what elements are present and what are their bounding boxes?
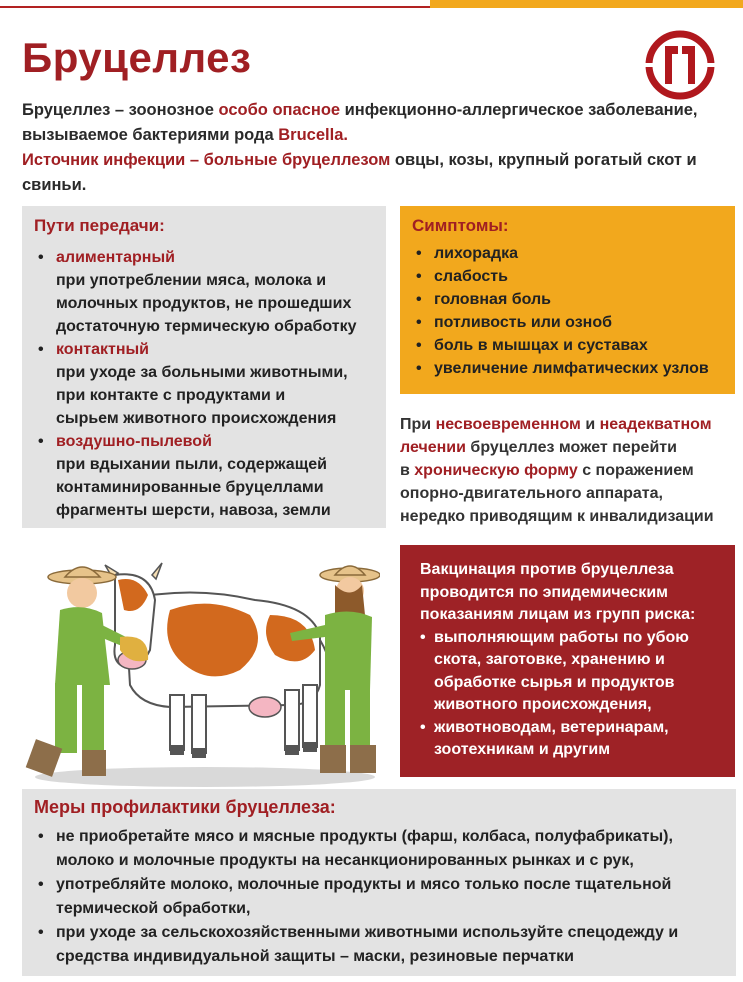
vaccination-box: Вакцинация против бруцеллеза проводится по эпидемическим показаниям лицам из групп риска: • выполняющим работы по убою скота, заготовке, хранению и обработке сырья и продуктов животного происхождения, • животноводам, ветеринарам, зоотехникам и другим bbox=[400, 545, 735, 777]
symptom-item: • слабость bbox=[416, 268, 508, 285]
intro-text: Бруцеллез – зоонозное особо опасное инфекционно-аллергическое заболевание, вызываемое бактериями рода Brucella. Источник инфекции – больные бруцеллезом овцы, козы, крупный рогатый скот и свиньи. bbox=[22, 101, 698, 194]
prevention-item: • употребляйте молоко, молочные продукты и мясо только после тщательной термической обработки, bbox=[38, 876, 672, 917]
vaccination-item: • животноводам, ветеринарам, зоотехникам и другим bbox=[420, 718, 669, 758]
rospotrebnadzor-logo-icon bbox=[645, 30, 715, 100]
symptoms-box bbox=[400, 206, 735, 394]
chronic-form-text: При несвоевременном и неадекватном лечении бруцеллез может перейти в хроническую форму с поражением опорно-двигательного аппарата, нередко приводящим к инвалидизации bbox=[400, 416, 714, 525]
prevention-box bbox=[22, 789, 736, 976]
vaccination-item: • выполняющим работы по убою скота, заготовке, хранению и обработке сырья и продуктов животного происхождения, bbox=[420, 628, 689, 713]
transmission-box bbox=[22, 206, 386, 528]
transmission-item: • контактный при уходе за больными животными, при контакте с продуктами и сырьем животного происхождения bbox=[38, 341, 348, 427]
top-accent-bar bbox=[430, 0, 743, 8]
prevention-item: • при уходе за сельскохозяйственными животными используйте спецодежду и средства индивидуальной защиты – маски, резиновые перчатки bbox=[38, 924, 679, 965]
symptom-item: • потливость или озноб bbox=[416, 314, 612, 331]
transmission-heading: Пути передачи: bbox=[34, 216, 165, 235]
prevention-heading: Меры профилактики бруцеллеза: bbox=[34, 797, 336, 817]
farmers-with-cow-illustration bbox=[20, 555, 380, 790]
page-title: Бруцеллез bbox=[22, 34, 252, 81]
prevention-item: • не приобретайте мясо и мясные продукты (фарш, колбаса, полуфабрикаты), молоко и молочные продукты на несанкционированных рынках и с рук, bbox=[38, 828, 673, 869]
symptom-item: • боль в мышцах и суставах bbox=[416, 337, 648, 354]
top-line bbox=[0, 6, 430, 8]
symptom-item: • лихорадка bbox=[416, 245, 519, 262]
symptoms-heading: Симптомы: bbox=[412, 216, 509, 235]
transmission-item: • алиментарный при употреблении мяса, молока и молочных продуктов, не прошедших достаточную термическую обработку bbox=[38, 249, 357, 335]
symptom-item: • увеличение лимфатических узлов bbox=[416, 360, 709, 377]
transmission-item: • воздушно-пылевой при вдыхании пыли, содержащей контаминированные бруцеллами фрагменты шерсти, навоза, земли bbox=[38, 433, 331, 519]
symptom-item: • головная боль bbox=[416, 291, 551, 308]
